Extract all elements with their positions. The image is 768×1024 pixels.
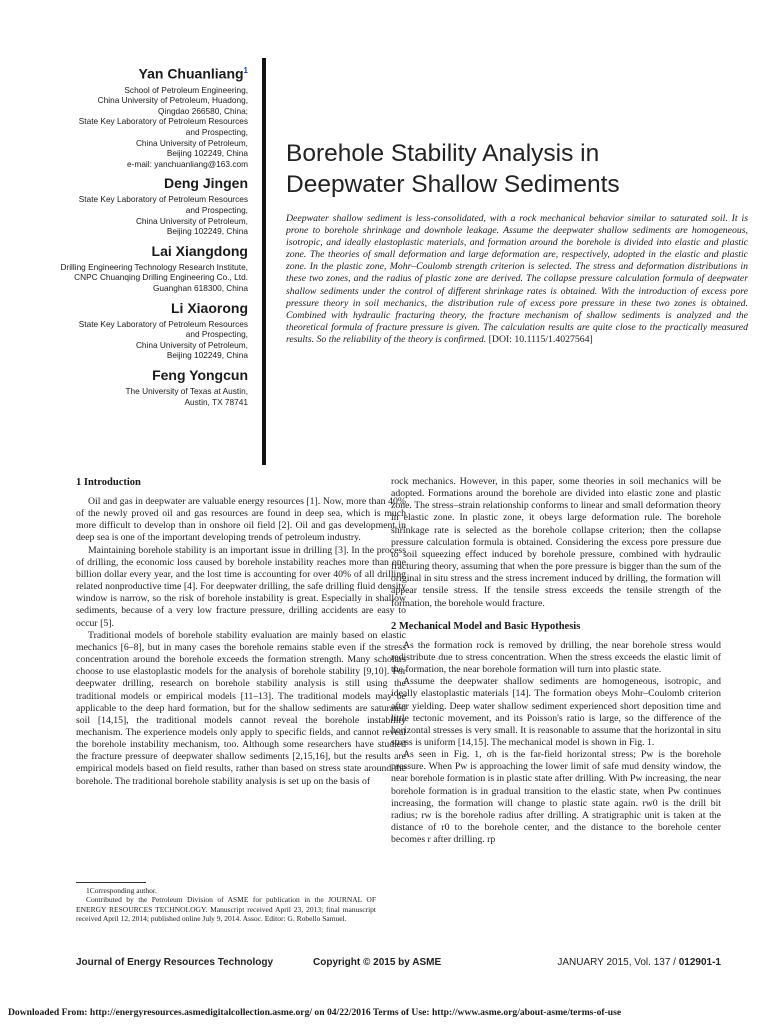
affiliation-line: and Prospecting, bbox=[185, 329, 248, 340]
abstract-text: Deepwater shallow sediment is less-consolidated, with a rock mechanical behavior similar to saturated soil. It is prone to borehole shrinkage and downhole leakage. Assume the deepwater shallow sediments are homogeneous, isotropic, and ideally elastoplastic materials, and formation around the borehole is divided into elastic and plastic zone. The theories of small deformation and large deformation are, respectively, adopted in the elastic and plastic zone. In the plastic zone, Mohr–Coulomb strength criterion is selected. The stress and deformation distributions in these two zones, and the radius of plastic zone are derived. The collapse pressure calculation formula of deepwater shallow sediments under the control of different shrinkage rates is obtained. With the introduction of excess pore pressure theory in soil mechanics, the distribution rule of excess pore pressure in these two zones is obtained. Combined with hydraulic fracturing theory, the fracture mechanism of shallow sediments is analyzed and the theoretical formula of fracture pressure is given. The calculation results are quite close to the practically measured results. So the reliability of the theory is confirmed. bbox=[286, 213, 748, 345]
affiliation-line: China University of Petroleum, bbox=[135, 339, 248, 350]
author-1 bbox=[40, 62, 248, 169]
section-heading-mechanical-model: 2 Mechanical Model and Basic Hypothesis bbox=[391, 620, 581, 632]
author-4 bbox=[40, 300, 248, 361]
author-name: Lai Xiangdong bbox=[151, 242, 248, 259]
body-paragraph: Maintaining borehole stability is an important issue in drilling [3]. In the process of drilling, the economic loss caused by borehole instability reaches more than one billion dollar every year, and the lost time is accounting for over 40% of all drilling related nonproductive time [4]. For deepwater drilling, the safe drilling fluid density window is narrow, so the risk of borehole instability is great. Especially in shallow sediments, because of a very low fracture pressure, drilling accidents are easy to occur [5]. bbox=[76, 544, 406, 629]
affiliation-line: and Prospecting, bbox=[185, 127, 248, 138]
body-paragraph: Oil and gas in deepwater are valuable energy resources [1]. Now, more than 40% of the newly proved oil and gas resources are found in deep sea, which is much more difficult to develop than in onshore oil field [2]. Oil and gas development in deep sea is one of the important developing trends of petroleum industry. bbox=[76, 496, 406, 544]
download-notice[interactable]: Downloaded From: http://energyresources.asmedigitalcollection.asme.org/ on 04/22/2016 Terms of Use: http://www.asme.org/about-asme/terms-of-use bbox=[8, 1007, 622, 1018]
affiliation-line: CNPC Chuanqing Drilling Engineering Co., Ltd. bbox=[74, 272, 248, 283]
affiliation-line: Beijing 102249, China bbox=[166, 350, 248, 361]
author-name: Deng Jingen bbox=[163, 175, 248, 192]
corresponding-author-mark[interactable]: 1 bbox=[243, 66, 248, 75]
copyright: Copyright © 2015 by ASME bbox=[313, 957, 442, 968]
footnote-divider bbox=[76, 882, 146, 883]
footnotes bbox=[76, 886, 376, 924]
article-number: 012901-1 bbox=[678, 957, 721, 968]
body-paragraph: Assume the deepwater shallow sediments are homogeneous, isotropic, and ideally elastoplastic materials [14]. The formation obeys Mohr–Coulomb criterion after yielding. Deep water shallow sediment experienced short deposition time and little tectonic movement, and its Poisson's ratio is large, so the difference of the horizontal stresses is very small. It is reasonable to assume that the horizontal in situ stress is uniform [14,15]. The mechanical model is shown in Fig. 1. bbox=[391, 676, 721, 748]
author-3 bbox=[40, 243, 248, 294]
affiliation-line: The University of Texas at Austin, bbox=[125, 385, 248, 396]
right-column bbox=[391, 476, 721, 846]
affiliation-line: State Key Laboratory of Petroleum Resources bbox=[78, 116, 248, 127]
journal-name: Journal of Energy Resources Technology bbox=[76, 957, 274, 968]
affiliation-line: Beijing 102249, China bbox=[166, 148, 248, 159]
body-paragraph: Traditional models of borehole stability evaluation are mainly based on elastic mechanics [6–8], but in many cases the borehole remains stable even if the stress concentration around the borehole exceeds the formation strength. Many scholars choose to use elastoplastic models for the analysis of borehole stability [9,10]. For deepwater drilling, research on borehole stability analysis is still using the traditional models or empirical models [11–13]. The traditional models may be applicable to the deep hard formation, but for the shallow sediments are saturated soil [14,15], the traditional models cannot reveal the borehole instability mechanism. The experience models only apply to specific fields, and cannot reveal the borehole instability mechanism, too. Although some researchers have studied the fracture pressure of deepwater shallow sediments [2,15,16], but the results are empirical models based on field results, rather than based on stress state around the borehole. The traditional borehole stability analysis is set up on the basis of bbox=[76, 629, 406, 787]
affiliation-line: Drilling Engineering Technology Research Institute, bbox=[60, 261, 248, 272]
footnote-publication: Contributed by the Petroleum Division of ASME for publication in the JOURNAL OF ENERGY RESOURCES TECHNOLOGY. Manuscript received April 23, 2013; final manuscript received April 12, 2014; published online July 9, 2014. Assoc. Editor: G. Robello Samuel. bbox=[76, 895, 376, 924]
affiliation-line: and Prospecting, bbox=[185, 205, 248, 215]
footnote-corresponding: 1Corresponding author. bbox=[86, 886, 157, 895]
vertical-divider bbox=[262, 58, 266, 465]
affiliation-line: China University of Petroleum, Huadong, bbox=[97, 95, 248, 106]
affiliation-line: Austin, TX 78741 bbox=[184, 396, 248, 407]
author-name bbox=[40, 62, 248, 83]
body-paragraph: As seen in Fig. 1, σh is the far-field horizontal stress; Pw is the borehole pressure. When Pw is approaching the lower limit of safe mud density window, the near borehole formation is in plastic state after drilling. With Pw increasing, the near borehole formation is in gradual transition to the elastic state, when Pw continues increasing, the formation will change to plastic state again. rw0 is the drill bit radius; rw is the borehole radius after drilling. A stratigraphic unit is taken at the distance of r0 to the borehole center, and the distance to the borehole center becomes r after drilling. rp bbox=[391, 749, 722, 846]
affiliation-line: State Key Laboratory of Petroleum Resources bbox=[78, 194, 248, 205]
issue-info bbox=[557, 957, 721, 968]
author-name-text: Yan Chuanliang bbox=[138, 65, 244, 82]
affiliation-line: China University of Petroleum, bbox=[135, 215, 248, 226]
issue-date: JANUARY 2015, Vol. 137 / bbox=[557, 957, 676, 968]
abstract bbox=[286, 213, 748, 346]
affiliation-line: School of Petroleum Engineering, bbox=[124, 84, 248, 95]
title-line-2: Deepwater Shallow Sediments bbox=[286, 171, 620, 198]
author-name: Li Xiaorong bbox=[171, 299, 248, 316]
affiliation-line: Qingdao 266580, China; bbox=[158, 105, 248, 116]
left-column bbox=[76, 476, 406, 788]
body-paragraph: rock mechanics. However, in this paper, some theories in soil mechanics will be adopted. Formations around the borehole are divided into elastic zone and plastic zone. The stress–strain relationship conforms to linear and small deformation theory in elastic zone. In plastic zone, it obeys large deformation rule. The borehole shrinkage rate is selected as the borehole collapse criterion; then the collapse pressure calculation formula is obtained. Considering the excess pore pressure due to soil squeezing effect induced by borehole pressure, combined with hydraulic fracturing theory, assuming that when the pore pressure is bigger than the sum of the original in situ stress and the stress increment induced by drilling, the formation will appear tensile stress. If the tensile stress exceeds the tensile strength of the formation, the borehole would fracture. bbox=[391, 476, 721, 609]
title-line-1: Borehole Stability Analysis in bbox=[286, 140, 600, 167]
section-heading-introduction: 1 Introduction bbox=[76, 477, 141, 488]
author-2 bbox=[40, 175, 248, 236]
author-email[interactable]: e-mail: yanchuanliang@163.com bbox=[127, 158, 248, 169]
paper-title bbox=[286, 138, 746, 200]
author-name: Feng Yongcun bbox=[152, 366, 248, 383]
affiliation-line: State Key Laboratory of Petroleum Resources bbox=[78, 318, 248, 329]
affiliation-line: China University of Petroleum, bbox=[135, 137, 248, 148]
affiliation-line: Guanghan 618300, China bbox=[152, 282, 248, 293]
author-block bbox=[40, 62, 248, 413]
author-5 bbox=[40, 367, 248, 407]
body-paragraph: As the formation rock is removed by drilling, the near borehole stress would redistribute due to stress concentration. When the stress exceeds the elastic limit of the formation, the near borehole formation will turn into plastic state. bbox=[391, 639, 721, 676]
affiliation-line: Beijing 102249, China bbox=[166, 226, 248, 237]
doi-link[interactable]: [DOI: 10.1115/1.4027564] bbox=[488, 333, 593, 345]
